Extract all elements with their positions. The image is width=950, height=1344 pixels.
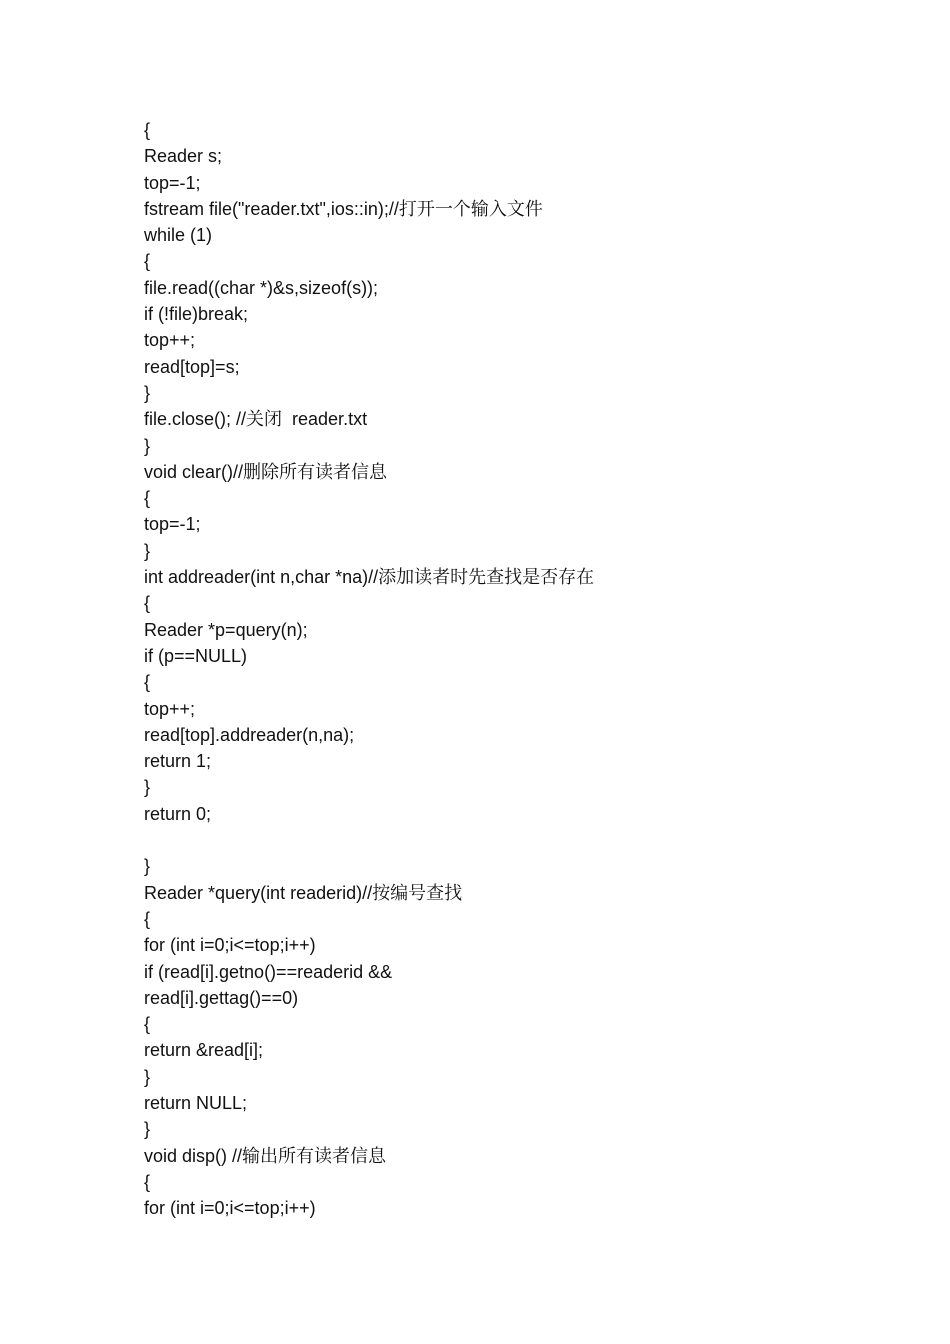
code-line: Reader s; <box>144 146 223 167</box>
code-line: } <box>144 1066 151 1087</box>
code-line: for (int i=0;i<=top;i++) <box>144 935 316 956</box>
code-line: top++; <box>144 330 196 351</box>
code-line: int addreader(int n,char *na)//添加读者时先查找是否存在 <box>144 567 595 588</box>
code-line: if (read[i].getno()==readerid && <box>144 961 393 982</box>
code-line: if (!file)break; <box>144 304 249 325</box>
code-line: top=-1; <box>144 172 201 193</box>
code-line: read[i].gettag()==0) <box>144 987 299 1008</box>
code-line: top++; <box>144 698 196 719</box>
code-line: Reader *p=query(n); <box>144 619 308 640</box>
code-line: Reader *query(int readerid)//按编号查找 <box>144 882 463 903</box>
code-line: return NULL; <box>144 1092 248 1113</box>
code-line: return 1; <box>144 751 212 772</box>
code-line: { <box>144 908 151 929</box>
code-line: { <box>144 1171 151 1192</box>
code-line: { <box>144 593 151 614</box>
code-line: { <box>144 488 151 509</box>
code-listing <box>144 117 904 1221</box>
code-line: read[top]=s; <box>144 356 240 377</box>
code-line: void disp() //输出所有读者信息 <box>144 1145 387 1166</box>
code-line: while (1) <box>144 225 213 246</box>
code-line: fstream file("reader.txt",ios::in);//打开一个输入文件 <box>144 198 543 219</box>
code-line: } <box>144 540 151 561</box>
code-line: for (int i=0;i<=top;i++) <box>144 1198 316 1219</box>
code-line: } <box>144 777 151 798</box>
code-line: void clear()//删除所有读者信息 <box>144 461 388 482</box>
code-line: { <box>144 1014 151 1035</box>
code-line: { <box>144 251 151 272</box>
code-line: read[top].addreader(n,na); <box>144 724 355 745</box>
code-line: } <box>144 1119 151 1140</box>
code-line: return &read[i]; <box>144 1040 264 1061</box>
code-line: file.read((char *)&s,sizeof(s)); <box>144 277 379 298</box>
code-line: } <box>144 382 151 403</box>
code-line: } <box>144 435 151 456</box>
blank-line <box>144 827 904 853</box>
code-line: top=-1; <box>144 514 201 535</box>
code-line: } <box>144 856 151 877</box>
code-line: { <box>144 672 151 693</box>
code-line: file.close(); //关闭 reader.txt <box>144 409 368 430</box>
code-line: if (p==NULL) <box>144 645 248 666</box>
code-line: return 0; <box>144 803 212 824</box>
code-line: { <box>144 120 151 140</box>
